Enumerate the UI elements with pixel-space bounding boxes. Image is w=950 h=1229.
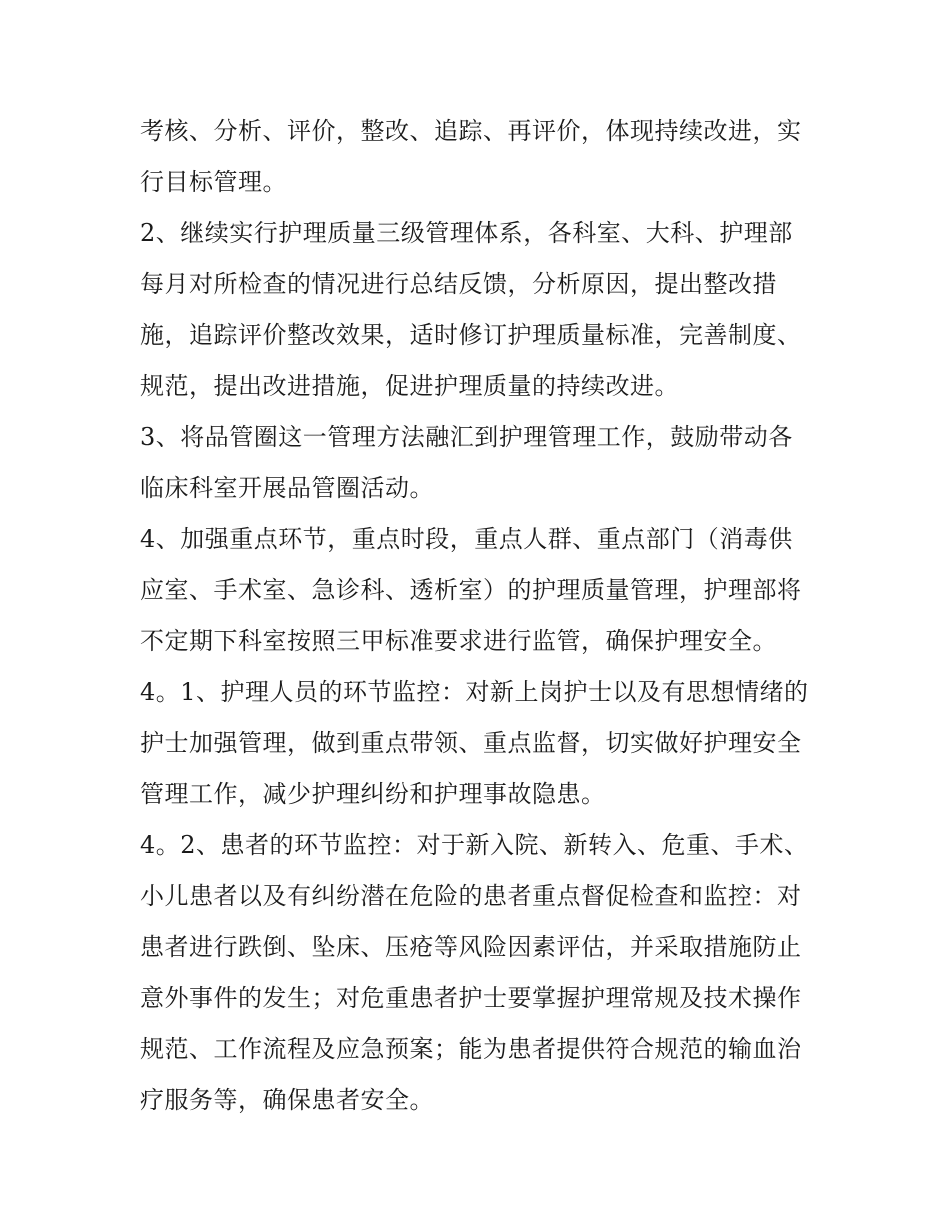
text-line: 4、加强重点环节，重点时段，重点人群、重点部门（消毒供: [140, 525, 793, 553]
text-line: 不定期下科室按照三甲标准要求进行监管，确保护理安全。: [140, 627, 777, 655]
text-line: 意外事件的发生；对危重患者护士要掌握护理常规及技术操作: [140, 984, 802, 1012]
text-line: 行目标管理。: [140, 168, 287, 196]
document-body: [140, 106, 820, 1126]
text-line: 管理工作，减少护理纠纷和护理事故隐患。: [140, 780, 606, 808]
text-line: 护士加强管理，做到重点带领、重点监督，切实做好护理安全: [140, 729, 802, 757]
text-line: 施，追踪评价整改效果，适时修订护理质量标准，完善制度、: [140, 321, 802, 349]
text-line: 规范、工作流程及应急预案；能为患者提供符合规范的输血治: [140, 1035, 802, 1063]
text-line: 小儿患者以及有纠纷潜在危险的患者重点督促检查和监控：对: [140, 882, 802, 910]
text-line: 4。2、患者的环节监控：对于新入院、新转入、危重、手术、: [140, 831, 809, 859]
text-line: 4。1、护理人员的环节监控：对新上岗护士以及有思想情绪的: [140, 678, 809, 706]
text-line: 每月对所检查的情况进行总结反馈，分析原因，提出整改措: [140, 270, 777, 298]
text-line: 2、继续实行护理质量三级管理体系，各科室、大科、护理部: [140, 219, 793, 247]
text-line: 疗服务等，确保患者安全。: [140, 1086, 434, 1114]
text-line: 3、将品管圈这一管理方法融汇到护理管理工作，鼓励带动各: [140, 423, 793, 451]
text-line: 临床科室开展品管圈活动。: [140, 474, 434, 502]
text-line: 考核、分析、评价，整改、追踪、再评价，体现持续改进，实: [140, 117, 802, 145]
text-line: 规范，提出改进措施，促进护理质量的持续改进。: [140, 372, 679, 400]
text-line: 患者进行跌倒、坠床、压疮等风险因素评估，并采取措施防止: [140, 933, 802, 961]
text-line: 应室、手术室、急诊科、透析室）的护理质量管理，护理部将: [140, 576, 802, 604]
